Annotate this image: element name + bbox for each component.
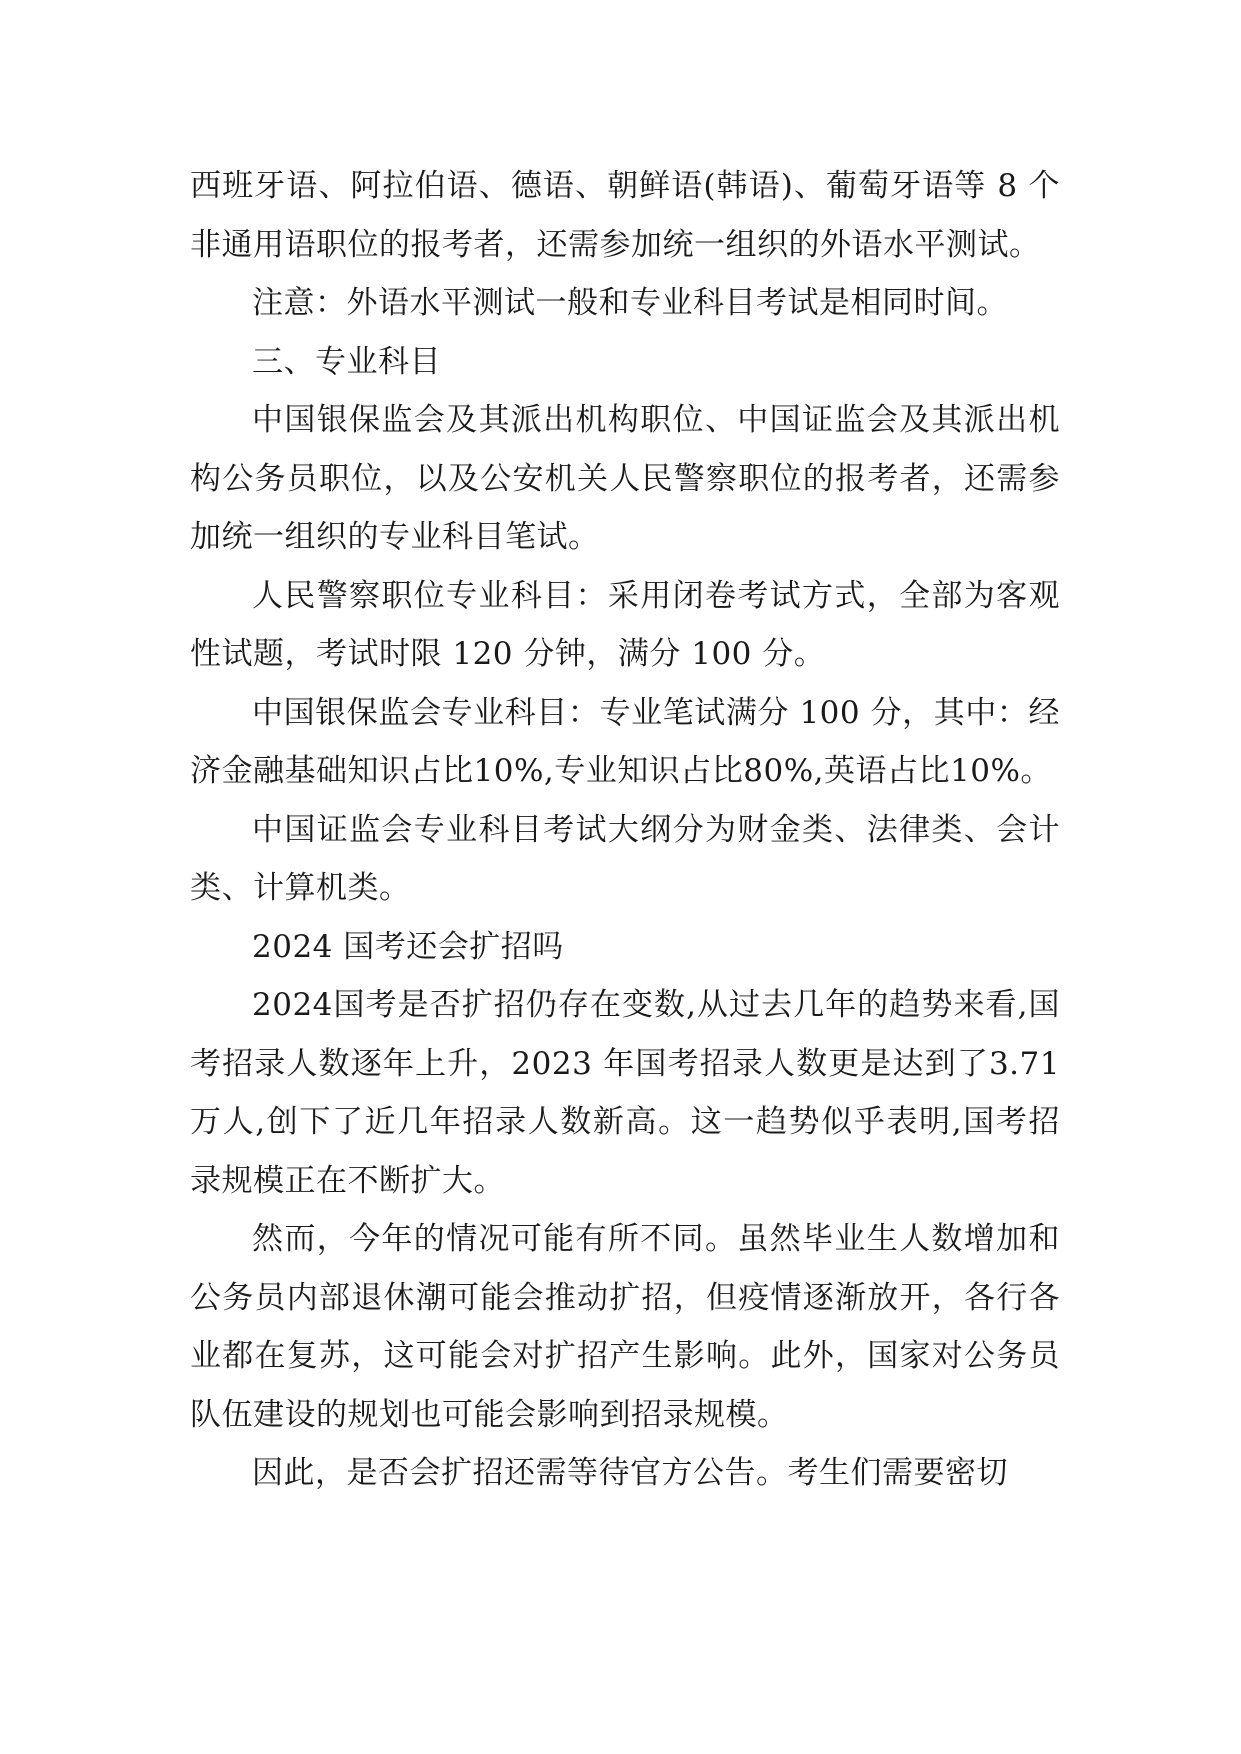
- paragraph-conclusion: 因此，是否会扩招还需等待官方公告。考生们需要密切: [252, 1455, 1008, 1491]
- paragraph-professional-exam-applicants: 中国银保监会及其派出机构职位、中国证监会及其派出机构公务员职位，以及公安机关人民警察职位的报考者，还需参加统一组织的专业科目笔试。: [190, 402, 1060, 555]
- paragraph-note: 注意：外语水平测试一般和专业科目考试是相同时间。: [252, 285, 1008, 321]
- section-heading-expansion: 2024 国考还会扩招吗: [252, 928, 564, 965]
- paragraph-cbirc-subject: 中国银保监会专业科目：专业笔试满分 100 分，其中：经济金融基础知识占比10%,专业知识占比80%,英语占比10%。: [190, 694, 1060, 789]
- paragraph-foreign-language-test: 西班牙语、阿拉伯语、德语、朝鲜语(韩语)、葡萄牙语等 8 个非通用语职位的报考者，还需参加统一组织的外语水平测试。: [190, 168, 1060, 263]
- paragraph-csrc-subject: 中国证监会专业科目考试大纲分为财金类、法律类、会计类、计算机类。: [190, 811, 1060, 906]
- paragraph-expansion-trend: 2024国考是否扩招仍存在变数,从过去几年的趋势来看,国考招录人数逐年上升，2023 年国考招录人数更是达到了3.71 万人,创下了近几年招录人数新高。这一趋势似乎表明,国考招录规模正在不断扩大。: [190, 987, 1060, 1199]
- document-body: [190, 157, 1060, 1503]
- section-heading-professional-subjects: 三、专业科目: [252, 343, 441, 380]
- paragraph-police-subject: 人民警察职位专业科目：采用闭卷考试方式，全部为客观性试题，考试时限 120 分钟，满分 100 分。: [190, 577, 1060, 672]
- paragraph-this-year-situation: 然而，今年的情况可能有所不同。虽然毕业生人数增加和公务员内部退休潮可能会推动扩招，但疫情逐渐放开，各行各业都在复苏，这可能会对扩招产生影响。此外，国家对公务员队伍建设的规划也可能会影响到招录规模。: [190, 1221, 1060, 1433]
